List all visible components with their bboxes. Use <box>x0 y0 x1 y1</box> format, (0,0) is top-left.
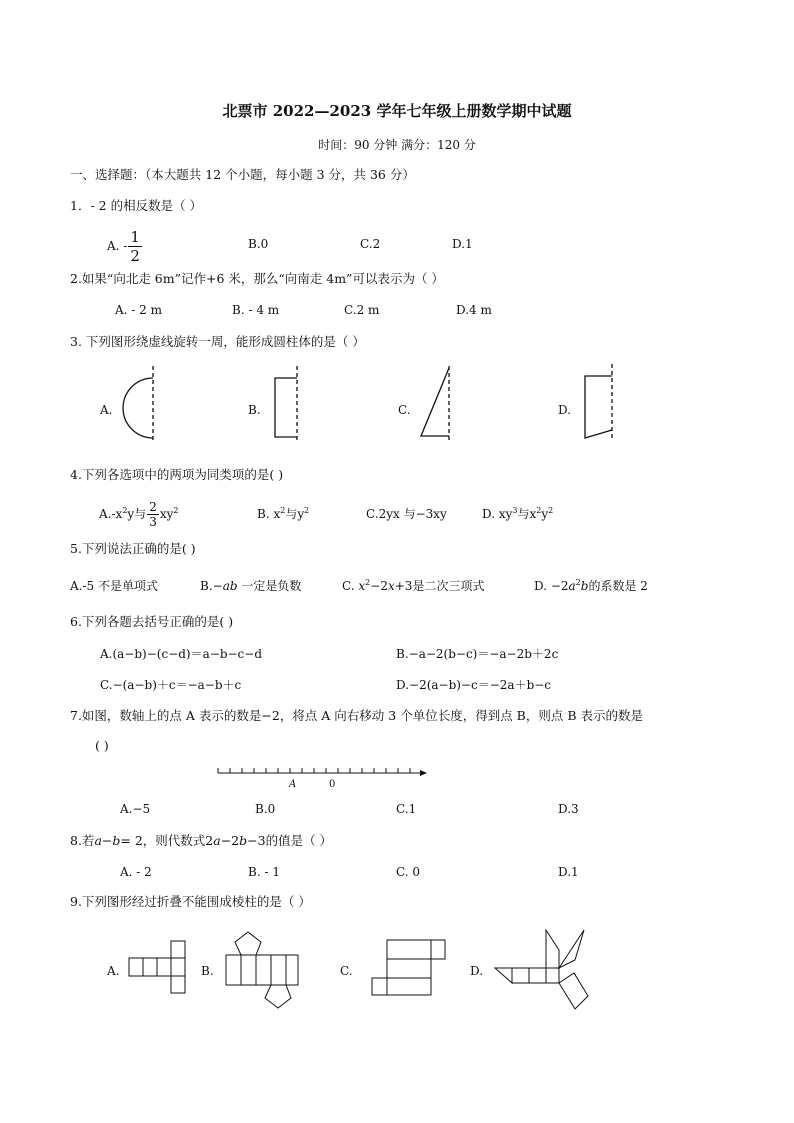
q7-axis-point-a: A <box>289 779 297 790</box>
q6-option-c[interactable]: C.−(a−b)＋c＝−a−b＋c <box>100 678 242 692</box>
q6-option-d[interactable]: D.−2(a−b)−c＝−2a＋b−c <box>396 678 552 692</box>
q4-b-part2: 与y <box>285 507 305 521</box>
q3-stem: 3. 下列图形绕虚线旋转一周，能形成圆柱体的是（ ） <box>70 334 365 349</box>
q8-part2: − <box>101 833 113 848</box>
q5-c-exp: 2 <box>365 578 371 587</box>
q8-var-b1: b <box>112 833 121 848</box>
q9-net-d <box>495 930 588 1009</box>
q3-label-c[interactable]: C. <box>398 403 411 417</box>
q5-d-exp: 2 <box>575 578 581 587</box>
q8-option-c[interactable]: C. 0 <box>396 865 421 879</box>
q6-stem: 6.下列各题去括号正确的是( ) <box>70 614 234 629</box>
q3-label-b[interactable]: B. <box>248 403 261 417</box>
q4-option-b[interactable] <box>257 506 309 522</box>
q5-stem: 5.下列说法正确的是( ) <box>70 541 196 556</box>
section-heading: 一、选择题：（本大题共 12 个小题，每小题 3 分，共 36 分） <box>70 167 415 182</box>
q5-c-part3: +3是二次三项式 <box>394 579 485 593</box>
q7-stem: 7.如图，数轴上的点 A 表示的数是−2，将点 A 向右移动 3 个单位长度，得到点 B，则点 B 表示的数是 <box>70 708 643 723</box>
q1-stem: 1．- 2 的相反数是（ ） <box>70 198 203 213</box>
q8-var-b2: b <box>239 833 248 848</box>
q3-figure-b <box>275 366 297 440</box>
q7-option-b[interactable]: B.0 <box>255 802 276 816</box>
q4-d-exp1: 3 <box>512 506 518 515</box>
q9-label-b[interactable]: B. <box>201 964 214 978</box>
q4-d-part2: 与x <box>517 507 537 521</box>
q4-a-exp: 2 <box>122 506 128 515</box>
q3-figure-a <box>123 366 153 440</box>
q4-a-part1: A.-x <box>99 507 123 521</box>
q1-a-numerator: 1 <box>130 228 140 246</box>
q1-a-fraction <box>128 228 142 265</box>
q4-d-part1: D. xy <box>482 507 513 521</box>
q8-var-a1: a <box>94 833 102 848</box>
q7-paren: ( ) <box>95 738 109 753</box>
q4-a-numerator: 2 <box>149 500 157 514</box>
q8-option-a[interactable]: A. - 2 <box>120 865 152 879</box>
q8-part5: −3的值是（ ） <box>247 833 333 848</box>
q1-a-denominator: 2 <box>130 247 140 265</box>
q3-label-d[interactable]: D. <box>558 403 572 417</box>
q4-option-c[interactable]: C.2yx 与−3xy <box>366 507 447 521</box>
q4-option-d[interactable] <box>482 506 553 522</box>
q1-option-b[interactable]: B.0 <box>248 237 269 251</box>
q2-option-a[interactable]: A. - 2 m <box>115 303 162 317</box>
q4-a-fraction <box>147 500 159 529</box>
q4-stem: 4.下列各选项中的两项为同类项的是( ) <box>70 467 284 482</box>
q5-option-b[interactable] <box>200 578 301 594</box>
q7-option-d[interactable]: D.3 <box>558 802 579 816</box>
q1-option-a[interactable] <box>107 228 143 265</box>
q2-option-b[interactable]: B. - 4 m <box>232 303 280 317</box>
q9-net-a <box>129 941 185 993</box>
q1-option-d[interactable]: D.1 <box>452 237 473 251</box>
q5-c-part2: −2 <box>370 579 388 593</box>
q5-option-a[interactable]: A.-5 不是单项式 <box>70 579 158 593</box>
q8-option-b[interactable]: B. - 1 <box>248 865 280 879</box>
q5-d-var1: a <box>568 579 576 593</box>
q4-option-a[interactable] <box>99 500 178 529</box>
q6-option-b[interactable]: B.−a−2(b−c)＝−a−2b＋2c <box>396 647 559 661</box>
q5-option-d[interactable] <box>534 578 648 594</box>
q9-label-a[interactable]: A. <box>107 964 120 978</box>
q4-a-part2: y与 <box>127 507 147 521</box>
q9-label-c[interactable]: C. <box>340 964 353 978</box>
q8-part1: 8.若 <box>70 833 95 848</box>
q4-b-part1: B. x <box>257 507 281 521</box>
q9-net-b <box>226 932 298 1008</box>
q5-c-var2: x <box>387 579 395 593</box>
q3-label-a[interactable]: A. <box>100 403 113 417</box>
q2-stem: 2.如果“向北走 6m”记作+6 米，那么“向南走 4m”可以表示为（ ） <box>70 271 444 286</box>
q4-a-exp2: 2 <box>173 506 179 515</box>
q6-option-a[interactable]: A.(a−b)−(c−d)＝a−b−c−d <box>100 647 263 661</box>
q5-d-part2: 的系数是 2 <box>588 579 648 593</box>
q4-d-part3: y <box>541 507 549 521</box>
q8-part4: −2 <box>220 833 240 848</box>
exam-subtitle: 时间：90 分钟 满分：120 分 <box>318 138 476 152</box>
q4-a-part3: xy <box>159 507 174 521</box>
q4-d-exp3: 2 <box>548 506 554 515</box>
q7-option-a[interactable]: A.−5 <box>120 802 151 816</box>
q9-net-c <box>372 940 445 995</box>
q2-option-d[interactable]: D.4 m <box>456 303 492 317</box>
q4-b-exp2: 2 <box>304 506 310 515</box>
q2-option-c[interactable]: C.2 m <box>344 303 380 317</box>
q8-option-d[interactable]: D.1 <box>558 865 579 879</box>
q3-figure-d <box>585 364 612 440</box>
q5-option-c[interactable] <box>342 578 484 594</box>
q4-a-denominator: 3 <box>149 515 157 529</box>
q7-option-c[interactable]: C.1 <box>396 802 417 816</box>
q9-label-d[interactable]: D. <box>470 964 484 978</box>
q5-d-var2: b <box>580 579 589 593</box>
q5-c-var1: x <box>358 579 366 593</box>
q4-d-exp2: 2 <box>536 506 542 515</box>
exam-title: 北票市 2022—2023 学年七年级上册数学期中试题 <box>222 102 572 120</box>
q1-option-c[interactable]: C.2 <box>360 237 381 251</box>
q5-d-part1: D. −2 <box>534 579 569 593</box>
q8-stem <box>70 833 332 849</box>
q8-part3: = 2，则代数式2 <box>120 833 214 848</box>
q1-a-prefix: A. - <box>107 239 128 253</box>
q3-figure-c <box>421 366 449 440</box>
q5-b-part1: B.− <box>200 579 223 593</box>
q5-b-part2: 一定是负数 <box>241 579 302 593</box>
q9-stem: 9.下列图形经过折叠不能围成棱柱的是（ ） <box>70 894 311 909</box>
q7-axis-zero: 0 <box>329 779 336 790</box>
q8-var-a2: a <box>213 833 221 848</box>
q4-b-exp1: 2 <box>280 506 286 515</box>
q5-c-part1: C. <box>342 579 359 593</box>
q5-b-var: ab <box>222 579 238 593</box>
